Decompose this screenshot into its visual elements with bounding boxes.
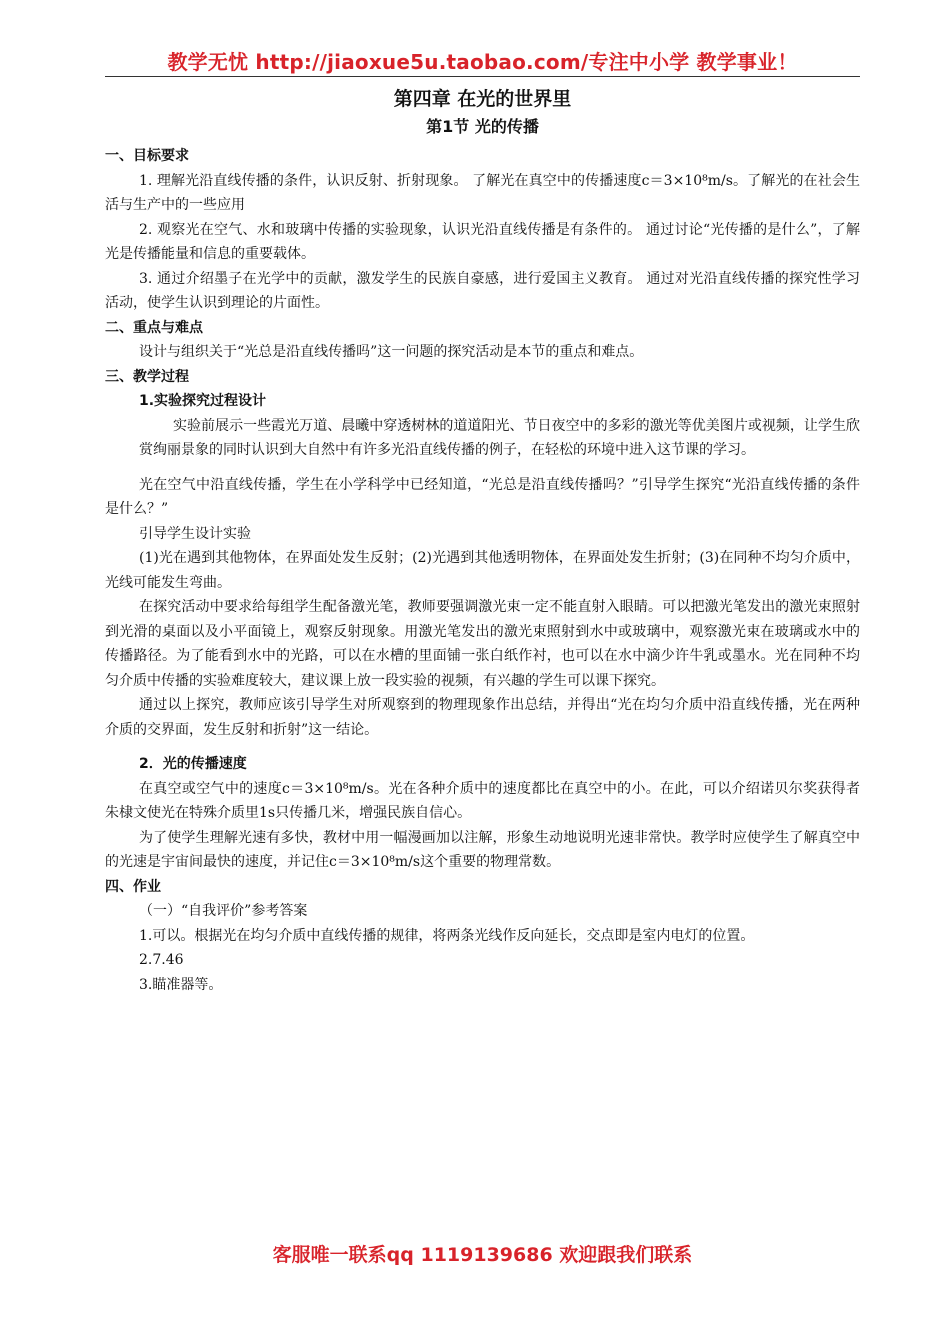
goal-item-1: 1. 理解光沿直线传播的条件，认识反射、折射现象。 了解光在真空中的传播速度c＝3×10⁸m/s。了解光的在社会生活与生产中的一些应用 bbox=[105, 172, 860, 213]
section-title: 第1节 光的传播 bbox=[426, 117, 539, 136]
header-rule bbox=[105, 76, 860, 77]
key-points-text: 设计与组织关于“光总是沿直线传播吗”这一问题的探究活动是本节的重点和难点。 bbox=[139, 344, 644, 360]
paragraph-intro: 实验前展示一些霞光万道、晨曦中穿透树林的道道阳光、节日夜空中的多彩的激光等优美图片或视频，让学生欣赏绚丽景象的同时认识到大自然中有许多光沿直线传播的例子，在轻松的环境中进入这节课的学习。 bbox=[139, 417, 860, 458]
paragraph-activity: 在探究活动中要求给每组学生配备激光笔，教师要强调激光束一定不能直射入眼睛。可以把激光笔发出的激光束照射到光滑的桌面以及小平面镜上，观察反射现象。用激光笔发出的激光束照射到水中或玻璃中，观察激光束在玻璃或水中的传播路径。为了能看到水中的光路，可以在水槽的里面铺一张白纸作衬，也可以在水中滴少许牛乳或墨水。光在同种不均匀介质中传播的实验难度较大，建议课上放一段实验的视频，有兴趣的学生可以课下探究。 bbox=[105, 599, 860, 689]
paragraph-constant: 为了使学生理解光速有多快，教材中用一幅漫画加以注解，形象生动地说明光速非常快。教学时应使学生了解真空中的光速是宇宙间最快的速度，并记住c＝3×10⁸m/s这个重要的物理常数。 bbox=[105, 829, 860, 870]
subheading-experiment: 1.实验探究过程设计 bbox=[139, 393, 267, 409]
chapter-title: 第四章 在光的世界里 bbox=[393, 88, 572, 110]
heading-homework: 四、作业 bbox=[105, 878, 161, 895]
page-footer-contact: 客服唯一联系qq 1119139686 欢迎跟我们联系 bbox=[272, 1244, 693, 1266]
paragraph-cases: (1)光在遇到其他物体，在界面处发生反射；(2)光遇到其他透明物体，在界面处发生折射；(3)在同种不均匀介质中，光线可能发生弯曲。 bbox=[105, 550, 860, 591]
homework-subheading: （一）“自我评价”参考答案 bbox=[139, 903, 308, 919]
goal-item-3: 3. 通过介绍墨子在光学中的贡献，激发学生的民族自豪感，进行爱国主义教育。 通过对光沿直线传播的探究性学习活动，使学生认识到理论的片面性。 bbox=[105, 270, 860, 311]
heading-process: 三、教学过程 bbox=[105, 368, 189, 385]
answer-1: 1.可以。根据光在均匀介质中直线传播的规律，将两条光线作反向延长，交点即是室内电灯的位置。 bbox=[139, 927, 755, 944]
answer-3: 3.瞄准器等。 bbox=[139, 976, 223, 993]
document-body bbox=[105, 84, 860, 997]
goal-item-2: 2. 观察光在空气、水和玻璃中传播的实验现象，认识光沿直线传播是有条件的。 通过讨论“光传播的是什么”，了解光是传播能量和信息的重要载体。 bbox=[105, 221, 860, 262]
heading-goals: 一、目标要求 bbox=[105, 148, 189, 164]
page-header-watermark: 教学无忧 http://jiaoxue5u.taobao.com/专注中小学 教学事业！ bbox=[167, 50, 798, 74]
paragraph-question: 光在空气中沿直线传播，学生在小学科学中已经知道，“光总是沿直线传播吗？”引导学生探究“光沿直线传播的条件是什么？” bbox=[105, 476, 860, 517]
answer-2: 2.7.46 bbox=[139, 952, 184, 968]
heading-key-points: 二、重点与难点 bbox=[105, 319, 203, 336]
paragraph-design: 引导学生设计实验 bbox=[139, 525, 251, 542]
paragraph-speed: 在真空或空气中的速度c＝3×10⁸m/s。光在各种介质中的速度都比在真空中的小。在此，可以介绍诺贝尔奖获得者朱棣文使光在特殊介质里1s只传播几米，增强民族自信心。 bbox=[105, 780, 860, 821]
subheading-speed: 2．光的传播速度 bbox=[139, 756, 247, 772]
paragraph-conclusion: 通过以上探究，教师应该引导学生对所观察到的物理现象作出总结，并得出“光在均匀介质中沿直线传播，光在两种介质的交界面，发生反射和折射”这一结论。 bbox=[105, 697, 860, 738]
